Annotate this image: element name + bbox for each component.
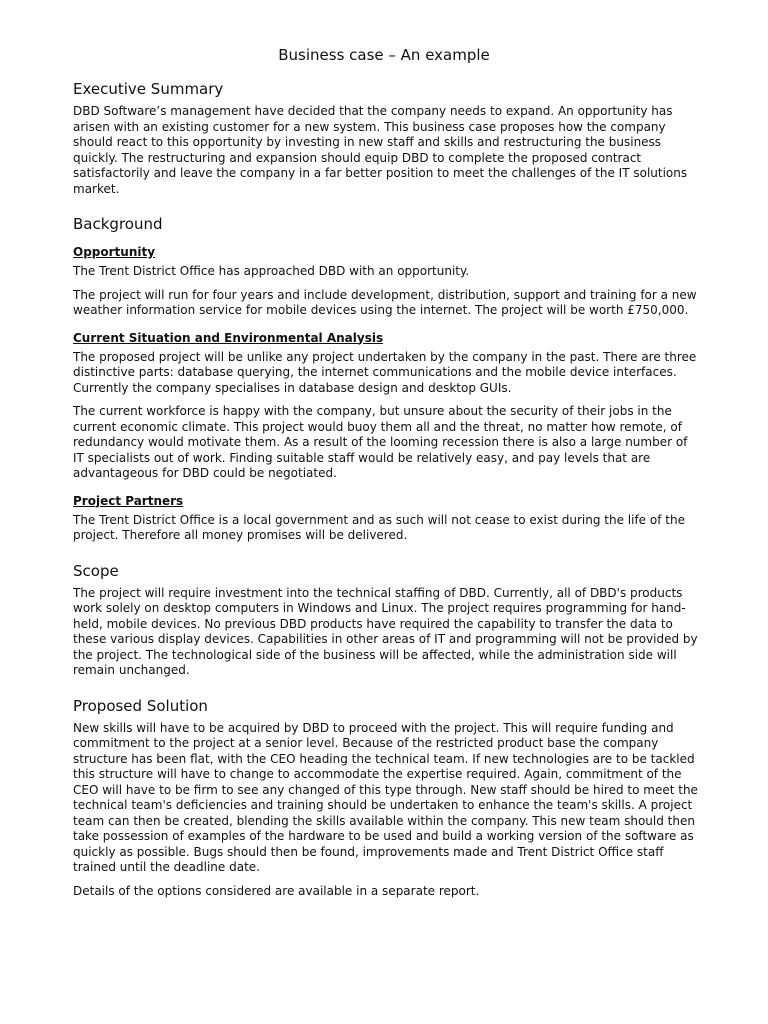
- current-situation-heading: Current Situation and Environmental Analysis: [73, 330, 384, 345]
- background-section: [73, 215, 698, 544]
- document-body: [73, 80, 698, 907]
- proposed-solution-paragraph-1: New skills will have to be acquired by DBD to proceed with the project. This will require funding and commitment to the project at a senior level. Because of the restricted product base the company structure has been flat, with the CEO heading the technical team. If new technologies are to be tackled this structure will have to change to accommodate the expertise required. Again, commitment of the CEO will have to be firm to see any changed of this type through. New staff should be hired to meet the technical team's deficiencies and training should be undertaken to enhance the team's skills. A project team can then be created, blending the skills available within the company. This new team should then take possession of examples of the hardware to be used and build a working version of the software as quickly as possible. Bugs should then be found, improvements made and Trent District Office staff trained until the deadline date.: [73, 720, 698, 874]
- scope-heading: Scope: [73, 561, 119, 580]
- current-situation-subsection: [73, 331, 698, 482]
- current-situation-paragraph-1: The proposed project will be unlike any project undertaken by the company in the past. There are three distinctive parts: database querying, the internet communications and the mobile device interfaces. Currently the company specialises in database design and desktop GUIs.: [73, 349, 697, 395]
- document-title: Business case – An example: [278, 46, 490, 64]
- proposed-solution-heading: Proposed Solution: [73, 696, 208, 715]
- opportunity-heading: Opportunity: [73, 245, 156, 259]
- proposed-solution-section: [73, 697, 698, 900]
- current-situation-paragraph-2: The current workforce is happy with the company, but unsure about the security of their jobs in the current economic climate. This project would buoy them all and the threat, no matter how remote, of redundancy would motivate them. As a result of the looming recession there is also a large number of IT specialists out of work. Finding suitable staff would be relatively easy, and pay levels that are advantageous for DBD could be negotiated.: [73, 404, 688, 480]
- background-heading: Background: [73, 215, 163, 233]
- scope-paragraph: The project will require investment into the technical staffing of DBD. Currently, all of DBD's products work solely on desktop computers in Windows and Linux. The project requires programming for hand-held, mobile devices. No previous DBD products have required the capability to transfer the data to these various display devices. Capabilities in other areas of IT and programming will not be provided by the project. The technological side of the business will be affected, while the administration side will remain unchanged.: [73, 585, 698, 677]
- executive-summary-heading: Executive Summary: [73, 80, 224, 98]
- project-partners-heading: Project Partners: [73, 493, 184, 508]
- proposed-solution-paragraph-2: Details of the options considered are available in a separate report.: [73, 883, 480, 898]
- executive-summary-section: [73, 80, 698, 197]
- project-partners-paragraph: The Trent District Office is a local government and as such will not cease to exist during the life of the project. Therefore all money promises will be delivered.: [73, 512, 685, 542]
- executive-summary-paragraph: DBD Software’s management have decided that the company needs to expand. An opportunity has arisen with an existing customer for a new system. This business case proposes how the company should react to this opportunity by investing in new staff and skills and restructuring the business quickly. The restructuring and expansion should equip DBD to complete the proposed contract satisfactorily and leave the company in a far better position to meet the challenges of the IT solutions market.: [73, 104, 688, 196]
- scope-section: [73, 562, 698, 679]
- opportunity-subsection: [73, 245, 698, 319]
- opportunity-paragraph-1: The Trent District Office has approached DBD with an opportunity.: [73, 264, 470, 278]
- project-partners-subsection: [73, 494, 698, 544]
- opportunity-paragraph-2: The project will run for four years and include development, distribution, support and training for a new weather information service for mobile devices using the internet. The project will be worth £750,000.: [73, 287, 697, 317]
